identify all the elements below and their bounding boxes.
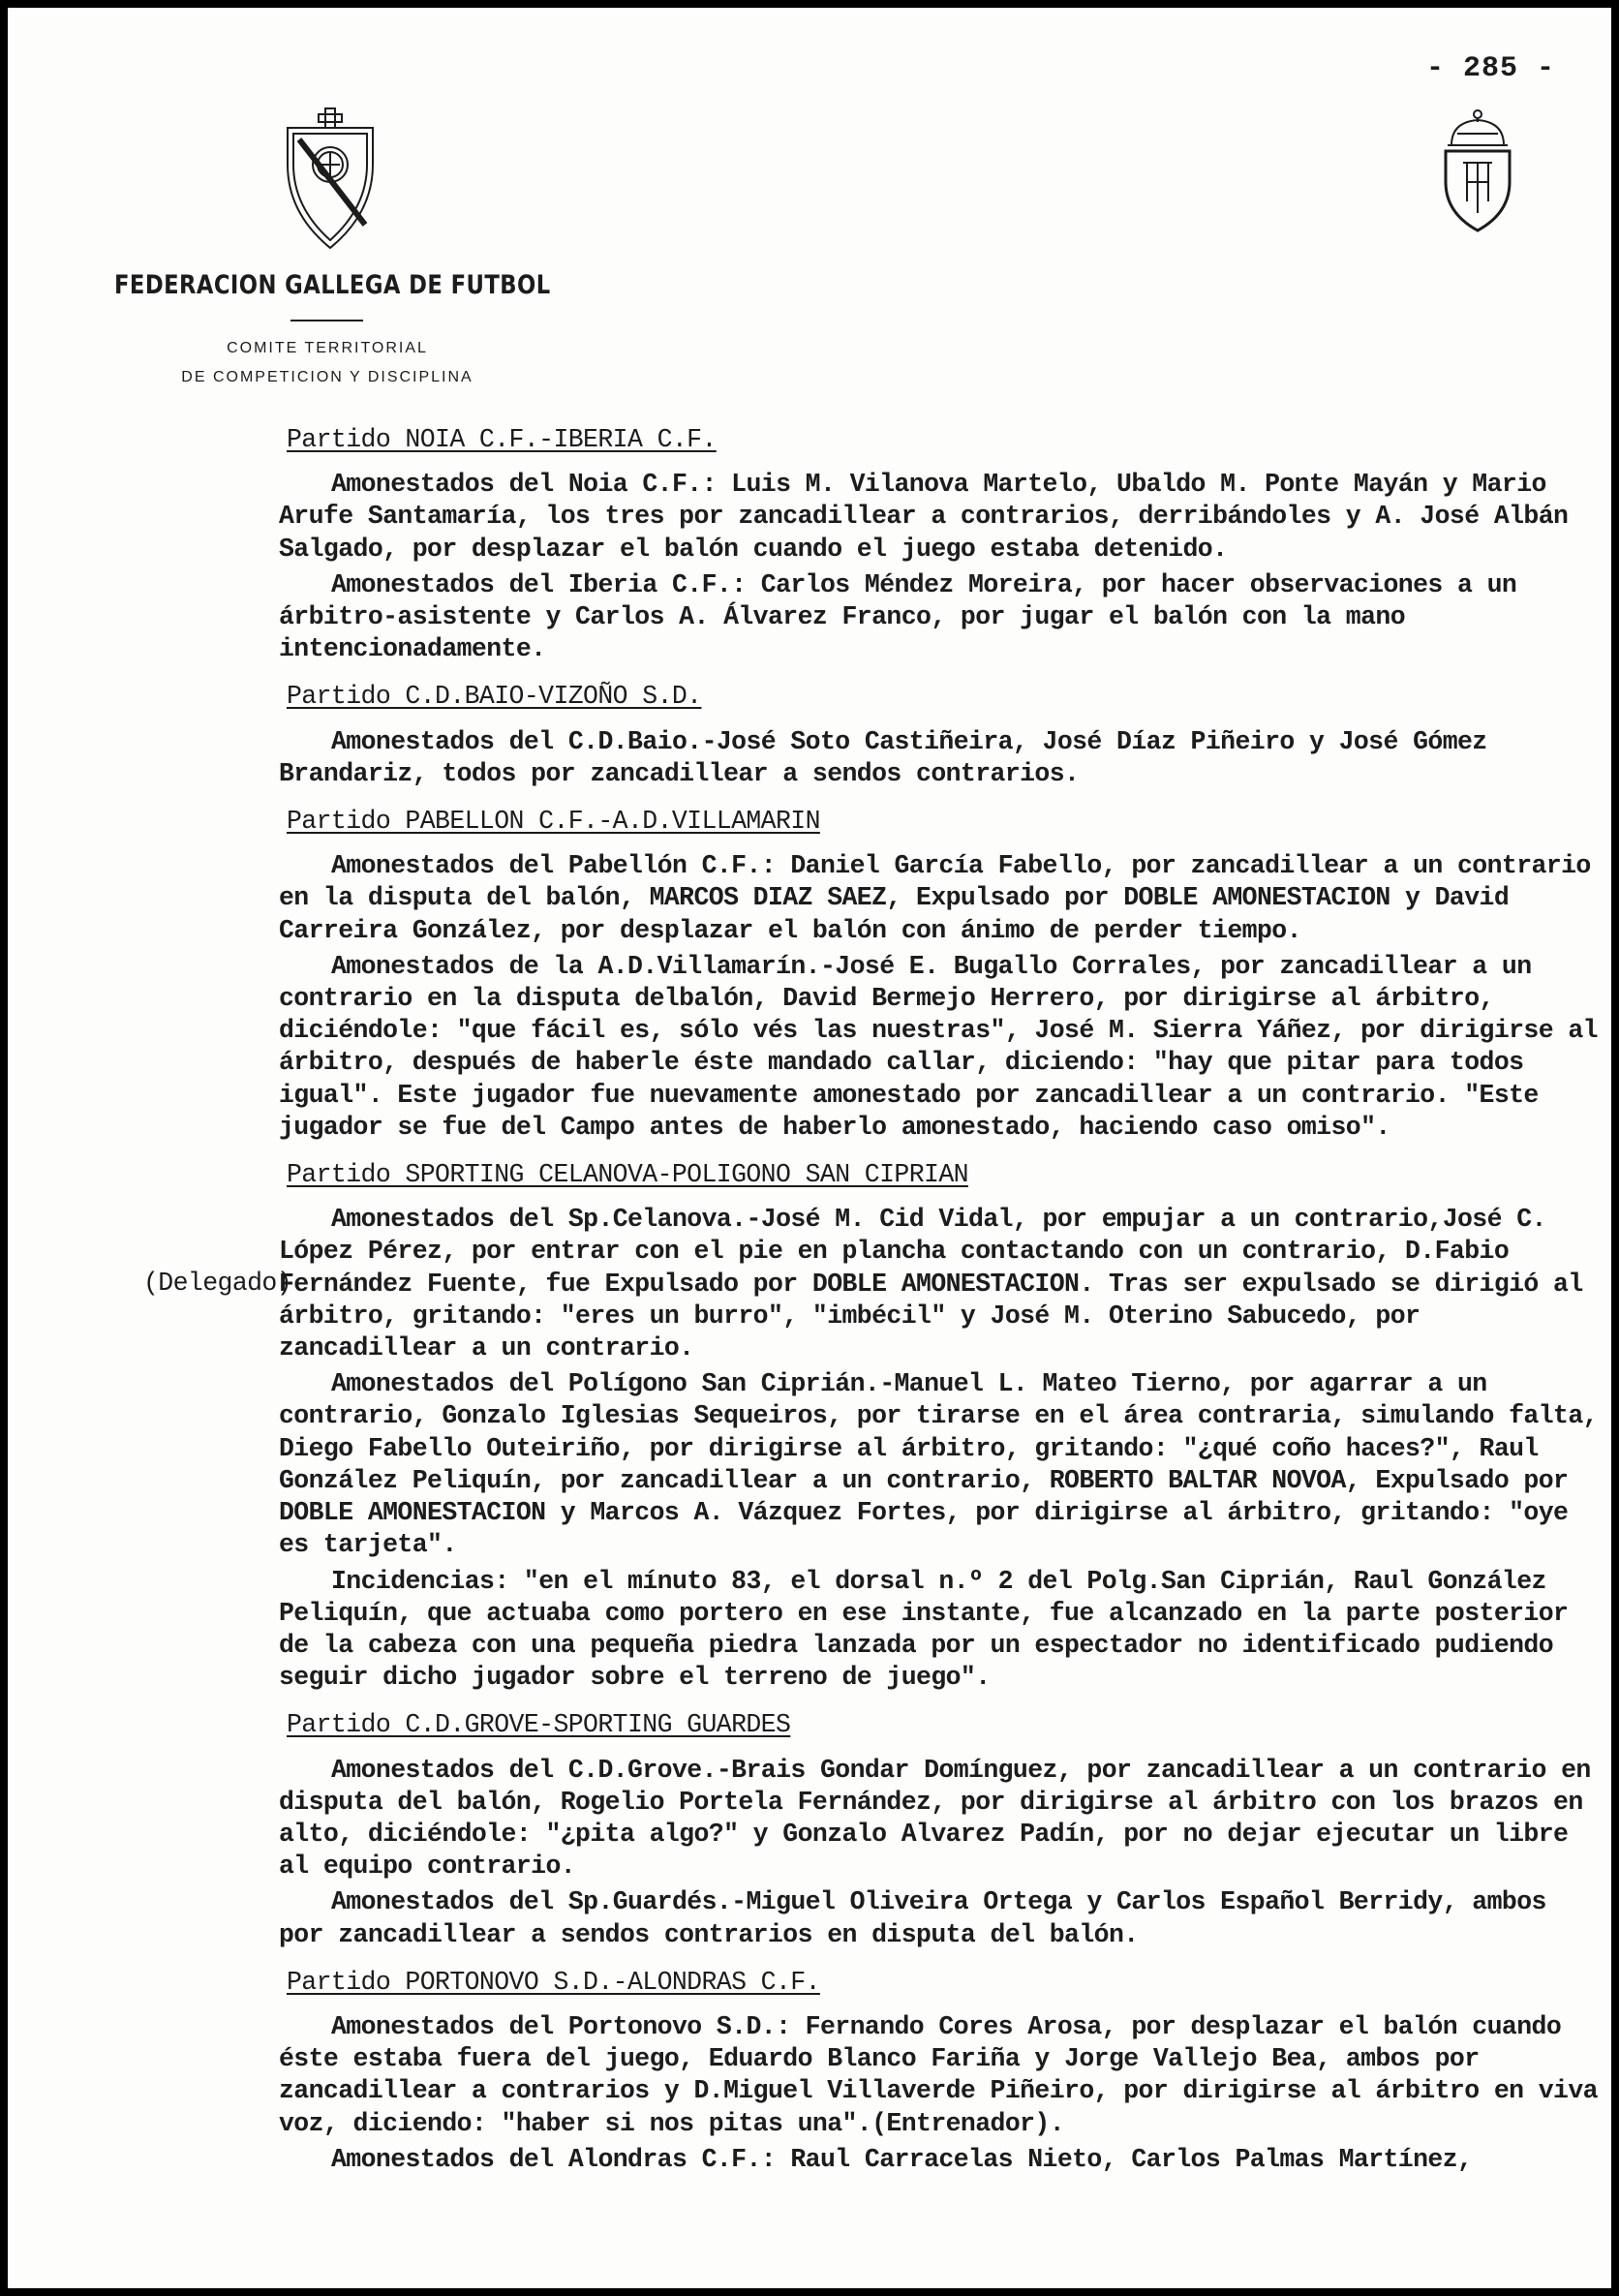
federation-shield-icon — [282, 107, 379, 252]
match-title: Partido SPORTING CELANOVA-POLIGONO SAN CIPRIAN — [287, 1160, 968, 1190]
match-section — [143, 1159, 1601, 1694]
committee-line-2: DE COMPETICION Y DISCIPLINA — [181, 369, 473, 385]
match-title: Partido C.D.BAIO-VIZOÑO S.D. — [287, 682, 702, 712]
delegado-wrapper — [143, 1204, 1601, 1364]
match-section — [279, 681, 1601, 790]
sanction-paragraph: Amonestados del C.D.Grove.-Brais Gondar Domínguez, por zancadillear a un contrario en disputa del balón, Rogelio Portela Fernández, por dirigirse al árbitro con los brazos en alto, diciéndole: "¿pita algo?" y Gonzalo Alvarez Padín, por no dejar ejecutar un libre al equipo contrario. — [279, 1755, 1591, 1882]
match-title: Partido NOIA C.F.-IBERIA C.F. — [287, 425, 717, 454]
committee-line-1: COMITE TERRITORIAL — [227, 340, 428, 356]
crowned-shield-icon — [1438, 108, 1517, 234]
sanction-paragraph: Amonestados de la A.D.Villamarín.-José E. Bugallo Corrales, por zancadillear a un contrario en la disputa delbalón, David Bermejo Herrero, por dirigirse al árbitro, diciéndole: "que fácil es, sólo vés las nuestras", José M. Sierra Yáñez, por dirigirse al árbitro, después de haberle éste mandado callar, diciendo: "hay que pitar para todos igual". Este jugador fue nuevamente amonestado por zancadillear a un contrario. "Este jugador se fue del Campo antes de haberlo amonestado, haciendo caso omiso". — [279, 951, 1598, 1142]
federation-name: FEDERACION GALLEGA DE FUTBOL — [114, 270, 551, 300]
sanction-paragraph: Amonestados del Alondras C.F.: Raul Carracelas Nieto, Carlos Palmas Martínez, — [331, 2144, 1473, 2174]
match-section — [279, 1967, 1601, 2176]
margin-note: (Delegado) — [143, 1269, 292, 1299]
incident-paragraph: Incidencias: "en el mínuto 83, el dorsal n.º 2 del Polg.San Ciprián, Raul González Peliquín, que actuaba como portero en ese instante, fue alcanzado en la parte posterior de la cabeza con una pequeña piedra lanzada por un espectador no identificado pudiendo seguir dicho jugador sobre el terreno de juego". — [279, 1566, 1569, 1693]
match-section — [279, 806, 1601, 1144]
header-divider — [290, 320, 363, 321]
match-section — [279, 1709, 1601, 1950]
match-title: Partido C.D.GROVE-SPORTING GUARDES — [287, 1710, 791, 1740]
document-page — [8, 8, 1611, 2288]
match-title: Partido PABELLON C.F.-A.D.VILLAMARIN — [287, 807, 820, 837]
match-title: Partido PORTONOVO S.D.-ALONDRAS C.F. — [287, 1967, 820, 1997]
sanction-paragraph: Amonestados del Portonovo S.D.: Fernando Cores Arosa, por desplazar el balón cuando éste estaba fuera del juego, Eduardo Blanco Fariña y Jorge Vallejo Bea, ambos por zancadillear a contrarios y D.Miguel Villaverde Piñeiro, por dirigirse al árbitro en viva voz, diciendo: "haber si nos pitas una".(Entrenador). — [279, 2011, 1598, 2138]
match-section — [279, 424, 1601, 665]
page-number: - 285 - — [1425, 52, 1555, 85]
sanction-paragraph: Amonestados del Polígono San Ciprián.-Manuel L. Mateo Tierno, por agarrar a un contrario, Gonzalo Iglesias Sequeiros, por tirarse en el área contraria, simulando falta, Diego Fabello Outeiriño, por dirigirse al árbitro, gritando: "¿qué coño haces?", Raul González Peliquín, por zancadillear a un contrario, ROBERTO BALTAR NOVOA, Expulsado por DOBLE AMONESTACION y Marcos A. Vázquez Fortes, por dirigirse al árbitro, gritando: "oye es tarjeta". — [279, 1369, 1598, 1560]
sanction-paragraph: Amonestados del Iberia C.F.: Carlos Méndez Moreira, por hacer observaciones a un árbitro-asistente y Carlos A. Álvarez Franco, por jugar el balón con la mano intencionadamente. — [279, 569, 1517, 664]
sanction-paragraph: Amonestados del C.D.Baio.-José Soto Castiñeira, José Díaz Piñeiro y José Gómez Brandariz, todos por zancadillear a sendos contrarios. — [279, 726, 1487, 788]
sanction-paragraph: Amonestados del Sp.Guardés.-Miguel Oliveira Ortega y Carlos Español Berridy, ambos por zancadillear a sendos contrarios en disputa del balón. — [279, 1887, 1546, 1949]
sanction-paragraph: Amonestados del Sp.Celanova.-José M. Cid Vidal, por empujar a un contrario,José C. López Pérez, por entrar con el pie en plancha contactando con un contrario, D.Fabio Fernández Fuente, fue Expulsado por DOBLE AMONESTACION. Tras ser expulsado se dirigió al árbitro, gritando: "eres un burro", "imbécil" y José M. Oterino Sabucedo, por zancadillear a un contrario. — [279, 1205, 1583, 1363]
sanction-paragraph: Amonestados del Pabellón C.F.: Daniel García Fabello, por zancadillear a un contrario en la disputa del balón, MARCOS DIAZ SAEZ, Expulsado por DOBLE AMONESTACION y David Carreira González, por desplazar el balón con ánimo de perder tiempo. — [279, 851, 1591, 945]
sanction-paragraph: Amonestados del Noia C.F.: Luis M. Vilanova Martelo, Ubaldo M. Ponte Mayán y Mario Arufe Santamaría, los tres por zancadillear a contrarios, derribándoles y A. José Albán Salgado, por desplazar el balón cuando el juego estaba detenido. — [279, 470, 1569, 564]
document-body — [143, 424, 1601, 2191]
